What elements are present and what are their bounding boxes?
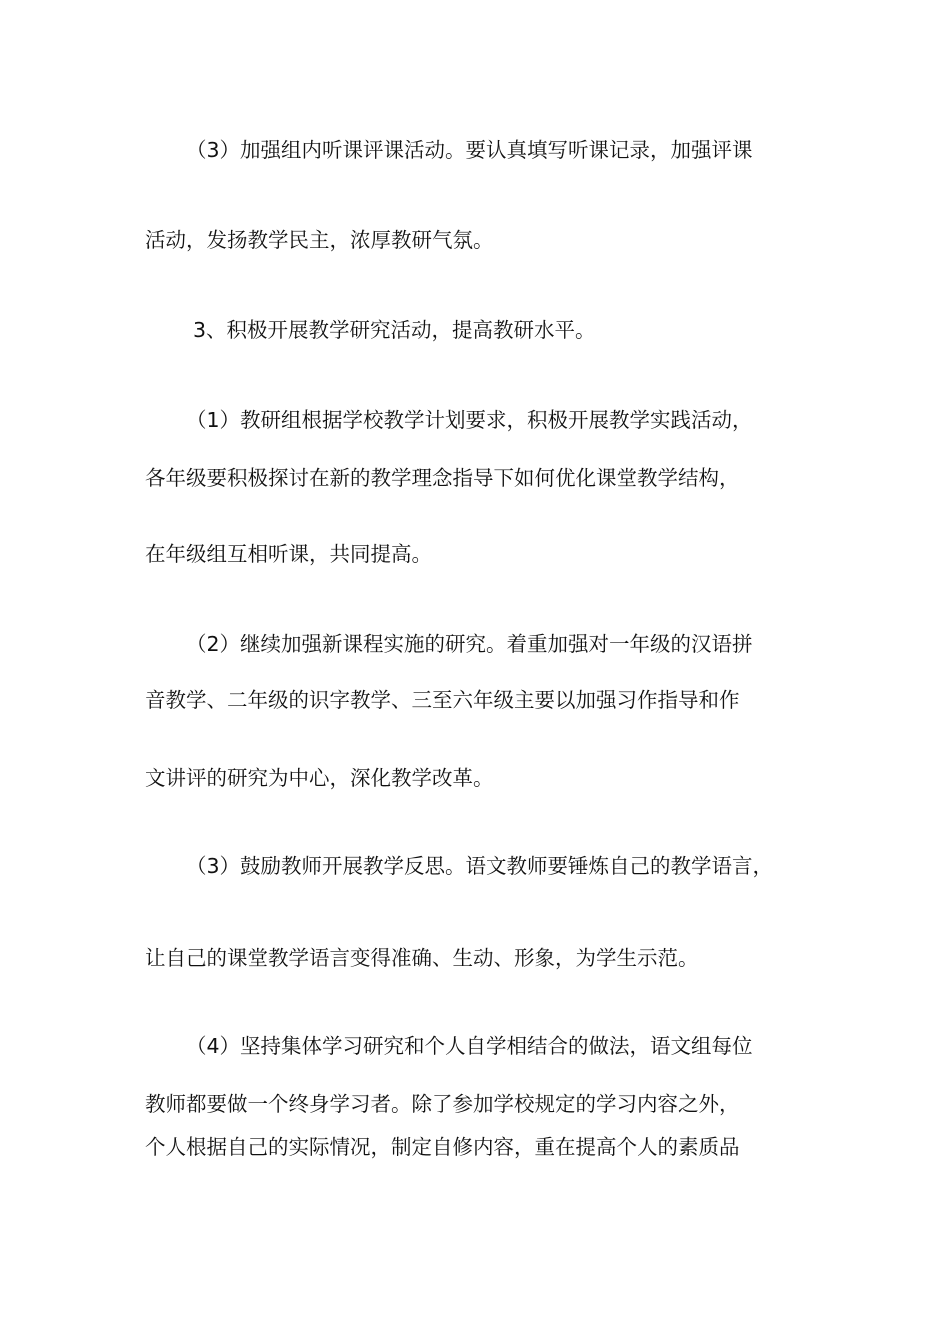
paragraph-line: 教师都要做一个终身学习者。除了参加学校规定的学习内容之外， — [145, 1092, 740, 1116]
paragraph-line: （2）继续加强新课程实施的研究。着重加强对一年级的汉语拼 — [186, 632, 753, 656]
section-heading: 3、积极开展教学研究活动，提高教研水平。 — [193, 318, 596, 342]
paragraph-line: （1）教研组根据学校教学计划要求，积极开展教学实践活动， — [186, 408, 753, 432]
paragraph-line: （3）加强组内听课评课活动。要认真填写听课记录，加强评课 — [186, 138, 753, 162]
paragraph-line: 音教学、二年级的识字教学、三至六年级主要以加强习作指导和作 — [145, 688, 740, 712]
paragraph-line: 个人根据自己的实际情况，制定自修内容，重在提高个人的素质品 — [145, 1135, 740, 1159]
paragraph-line: 让自己的课堂教学语言变得准确、生动、形象，为学生示范。 — [145, 946, 699, 970]
paragraph-line: 各年级要积极探讨在新的教学理念指导下如何优化课堂教学结构， — [145, 466, 740, 490]
paragraph-line: 文讲评的研究为中心，深化教学改革。 — [145, 766, 494, 790]
paragraph-line: 在年级组互相听课，共同提高。 — [145, 542, 432, 566]
paragraph-line: 活动，发扬教学民主，浓厚教研气氛。 — [145, 228, 494, 252]
paragraph-line: （3）鼓励教师开展教学反思。语文教师要锤炼自己的教学语言， — [186, 854, 774, 878]
paragraph-line: （4）坚持集体学习研究和个人自学相结合的做法，语文组每位 — [186, 1034, 753, 1058]
